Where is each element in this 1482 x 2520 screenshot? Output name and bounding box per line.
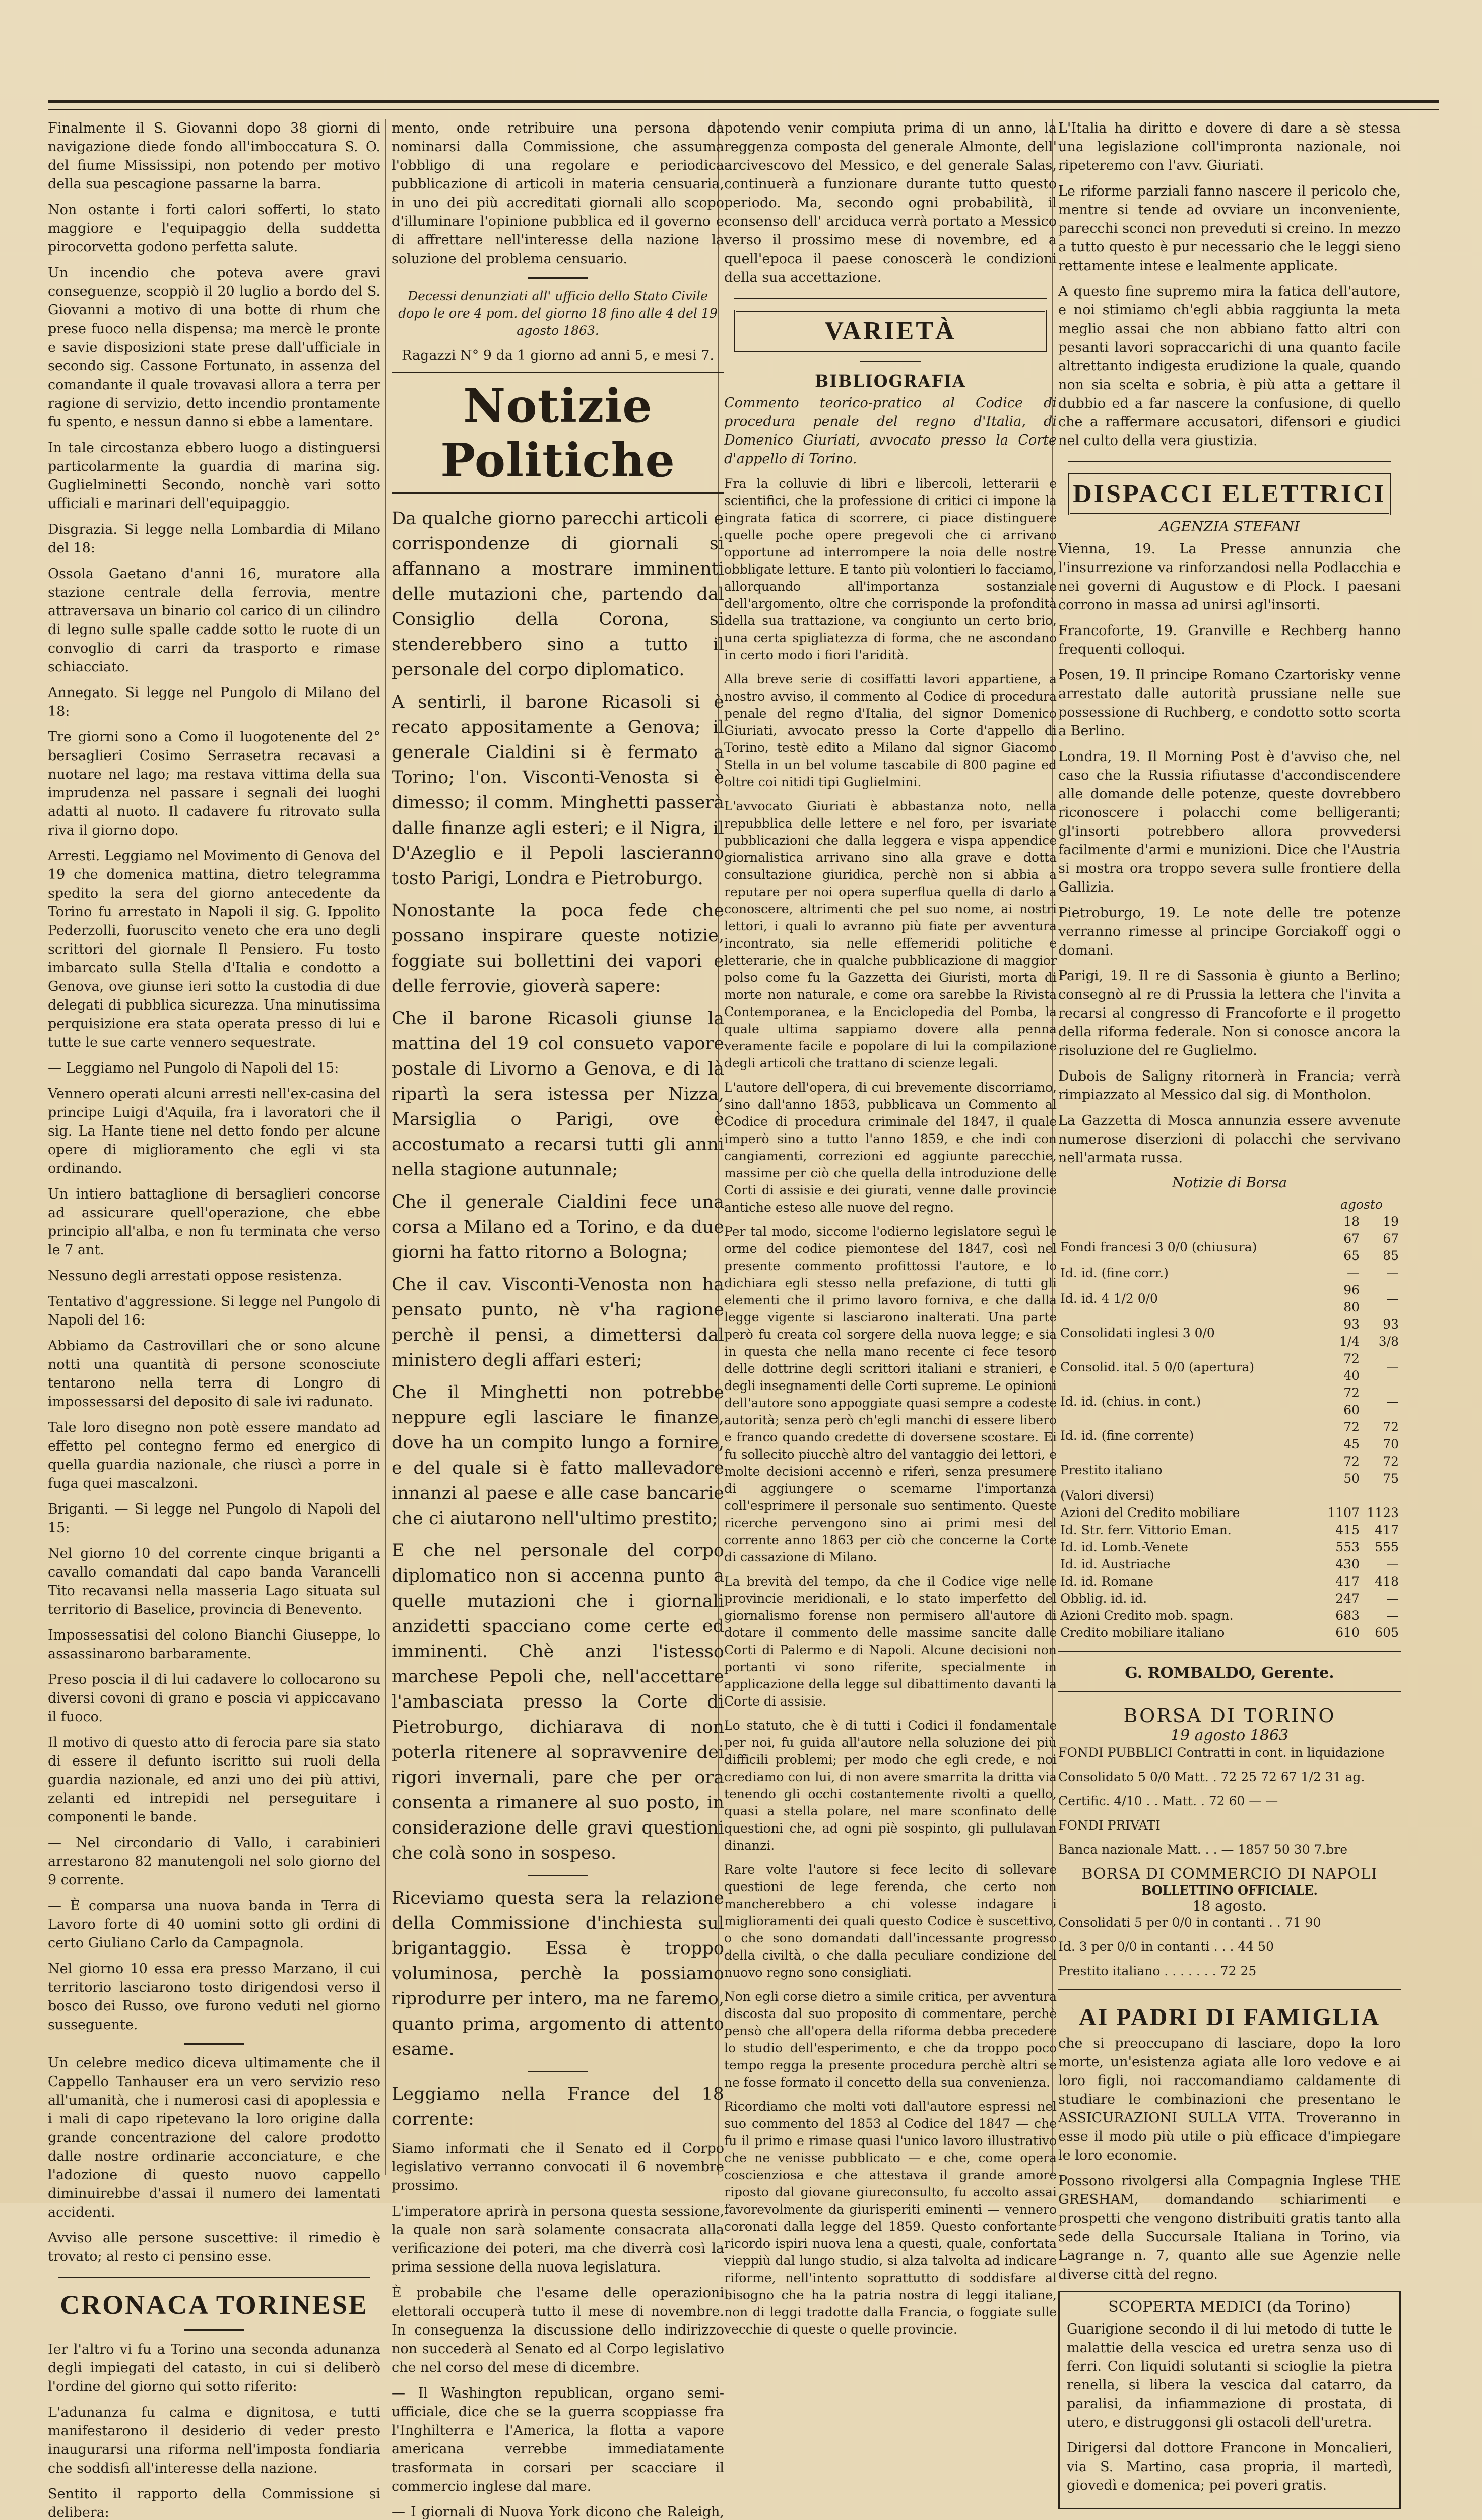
price-cell: 72 50: [1343, 1454, 1360, 1486]
price-cell: 610: [1335, 1625, 1360, 1640]
price-cell: 430: [1335, 1557, 1360, 1571]
paragraph: A questo fine supremo mira la fatica dell'autore, e noi stimiamo ch'egli abbia raggiunta la meta meglio assai che non abbiano fatto altri con pesanti lavori sopraccarichi di una quanto facile altrettanto indigesta erudizione la quale, quando non sia scelta e sobria, è più atta a gettare il dubbio ed a far nascere la confusione, di quello che a raffermare accusatori, difensori e giudici nel culto della vera giustizia.: [1058, 284, 1401, 449]
paragraph: Ricordiamo che molti voti dall'autore espressi nel suo commento del 1853 al Codice del 1847 — che fu il primo e rimase quasi l'unico lavoro illustrativo che ne venisse pubblicato — e che, come opera coscienziosa e che attestava il grande amore riposto dal giovane giureconsulto, fu accolto assai favorevolmente da giurisperiti eminenti — vennero coronati dalla legge del 1859. Questo confortante ricordo ispiri nuova lena a questi, quale, confortata vieppiù dal lungo studio, si alza talvolta ad indicare riforme, nell'intento soprattutto di soddisfare al bisogno che ha la patria nostra di leggi italiane, non di leggi tradotte dalla Francia, o foggiate sulle vecchie di queste o quelle provincie.: [724, 2099, 1057, 2337]
bourse-line: Prestito italiano . . . . . . . 72 25: [1058, 1964, 1257, 1978]
paragraph: Annegato. Si legge nel Pungolo di Milano del 18:: [48, 685, 380, 719]
paragraph: Alla breve serie di cosiffatti lavori appartiene, a nostro avviso, il commento al Codice di procedura penale del regno d'Italia, del signor Domenico Giuriati, avvocato presso la Corte d'appello di Torino, testè edito a Milano dal signor Giacomo Stella in un bel volume tascabile di 800 pagine ed oltre coi nitidi tipi Guglielmini.: [724, 672, 1057, 789]
column-1: [48, 119, 380, 2520]
paragraph: La brevità del tempo, da che il Codice vige nelle provincie meridionali, e lo stato imperfetto del giornalismo forense non permisero all'autore di dotare il commento delle massime sancite dalle Corti di Palermo e di Napoli. Alcune decisioni non portanti vi sono riferite, specialmente in applicazione della legge sul dibattimento davanti la Corte di assisie.: [724, 1574, 1057, 1709]
editor-signature: G. ROMBALDO, Gerente.: [1125, 1664, 1334, 1682]
separator: [528, 2071, 588, 2072]
paragraph: — È comparsa una nuova banda in Terra di Lavoro forte di 40 uomini sotto gli ordini di certo Giuliano Carlo da Campagnola.: [48, 1898, 380, 1951]
paragraph: E che nel personale del corpo diplomatico non si accenna punto a quelle mutazioni che i giornali anzidetti spacciano come certe ed imminenti. Chè anzi l'istesso marchese Pepoli che, nell'accettare l'ambasciata presso la Corte di Pietroburgo, dichiarava di non poterla ritenere al sopravvenire dei rigori invernali, pare che per ora consenta a rimanere al suo posto, in considerazione delle gravi questioni che colà sono in sospeso.: [392, 1541, 724, 1863]
separator: [1058, 1989, 1401, 1993]
column-2: [392, 119, 724, 2520]
dispatch: Londra, 19. Il Morning Post è d'avviso che, nel caso che la Russia rifiutasse d'accondiscendere alle domande delle potenze, queste dovrebbero riconoscere i polacchi come belligeranti; gl'insorti potrebbero allora provvedersi facilmente d'armi e munizioni. Dice che l'Austria si mostra ora troppo severa sulle frontiere della Gallizia.: [1058, 749, 1401, 895]
column-4: [1058, 119, 1401, 2493]
price-cell: 555: [1375, 1540, 1399, 1554]
naples-bourse-date: 18 agosto.: [1192, 1898, 1267, 1914]
dispatch: Parigi, 19. Il re di Sassonia è giunto a Berlino; consegnò al re di Prussia la lettera che l'invita a recarsi al congresso di Francoforte e il progetto della riforma federale. Non si conosce ancora la risoluzione del re Guglielmo.: [1058, 968, 1401, 1058]
paragraph: A sentirli, il barone Ricasoli si è recato appositamente a Genova; il generale Cialdini si è fermato a Torino; l'on. Visconti-Venosta si è dimesso; il comm. Minghetti passerà dalle finanze agli esteri; e il Nigra, il D'Azeglio e il Pepoli lascieranno tosto Parigi, Londra e Pietroburgo.: [392, 692, 724, 889]
price-cell: 93 3/8: [1378, 1317, 1399, 1349]
paragraph: Tre giorni sono a Como il luogotenente del 2° bersaglieri Cosimo Serrasetra recavasi a nuotare nel lago; ma restava vittima della sua imprudenza nel passare i segnali dei luoghi adatti al nuoto. Il cadavere fu ritrovato sulla riva il giorno dopo.: [48, 729, 380, 838]
separator: [184, 2043, 244, 2045]
section-masthead: Notizie Politiche: [392, 372, 724, 494]
price-cell: 605: [1375, 1625, 1399, 1640]
paragraph: — Leggiamo nel Pungolo di Napoli del 15:: [48, 1060, 339, 1076]
security-name: Id. id. (fine corr.): [1060, 1266, 1169, 1280]
price-cell: 67 85: [1383, 1231, 1399, 1263]
table-row: [1058, 1487, 1401, 1504]
price-cell: —: [1386, 1557, 1399, 1571]
price-cell: 417: [1335, 1574, 1360, 1589]
paragraph: Da qualche giorno parecchi articoli e corrispondenze di giornali si affannano a mostrare imminenti delle mutazioni che, partendo dal Consiglio della Corona, si stenderebbero sino a tutto il personale del corpo diplomatico.: [392, 509, 724, 680]
paragraph: Non egli corse dietro a simile critica, per avventura discosta dal suo proposito di commentare, perchè pensò che all'opera della riforma debba precedere lo studio dell'esperimento, e che da troppo poco tempo regga la presente procedura perchè altri se ne fosse formato il concetto della sua convenienza.: [724, 1989, 1057, 2090]
paragraph: Per tal modo, siccome l'odierno legislatore seguì le orme del codice piemontese del 1847, così nel presente commento profittossi l'autore, e lo dichiara egli stesso nella prefazione, di tutti gli elementi che il primo lavoro forniva, e che dalla legge vigente si lasciarono inalterati. Una parte però fu creata col sorgere della nuova legge; e sia in questa che nella mano recente ci fece tesoro delle dottrine degli scrittori italiani e stranieri, e degli insegnamenti delle Corti supreme. Le opinioni dell'autore sono appoggiate quasi sempre a codeste autorità; senza però ch'egli manchi di essere libero e franco quando credette di doversene scostare. Ei fu sollecito piucchè altro del vantaggio dei lettori, e molte decisioni accennò e riferì, senza presumere di aggiungere o scemarne l'importanza coll'esprimere il personale suo sentimento. Queste ricerche pervengono sino ai primi mesi del corrente anno 1863 per ciò che concerne la Corte di cassazione di Milano.: [724, 1224, 1057, 1564]
paragraph: Disgrazia. Si legge nella Lombardia di Milano del 18:: [48, 522, 380, 556]
dispatch: Dubois de Saligny ritornerà in Francia; verrà rimpiazzato al Messico dal sig. di Montholon.: [1058, 1068, 1401, 1103]
price-cell: —: [1386, 1360, 1399, 1374]
paragraph: Sentito il rapporto della Commissione si delibera:: [48, 2486, 380, 2520]
paragraph: Nel giorno 10 essa era presso Marzano, il cui territorio lasciarono tosto dirigendosi verso il bosco dei Russo, ove furono veduti nel giorno susseguente.: [48, 1961, 380, 2033]
table-row: [1058, 1607, 1401, 1624]
security-name: Azioni del Credito mobiliare: [1060, 1505, 1240, 1520]
paragraph: L'Italia ha diritto e dovere di dare a sè stessa una legislazione coll'impronta nazionale, noi ripeteremo con l'avv. Giuriati.: [1058, 120, 1401, 173]
ad-title: AI PADRI DI FAMIGLIA: [1078, 2004, 1381, 2031]
price-cell: 72 45: [1343, 1420, 1360, 1452]
separator: [1058, 1691, 1401, 1695]
separator: [58, 2277, 370, 2278]
price-cell: 415: [1335, 1523, 1360, 1537]
table-row: [1058, 1419, 1401, 1453]
paragraph: — I giornali di Nuova York dicono che Raleigh,: [392, 2504, 724, 2520]
security-name: Id. Str. ferr. Vittorio Eman.: [1060, 1523, 1232, 1537]
price-cell: 67 65: [1343, 1231, 1360, 1263]
column-3: [724, 119, 1057, 2337]
dispatch: Pietroburgo, 19. Le note delle tre potenze verranno rimesse al principe Gorciakoff oggi o domani.: [1058, 905, 1401, 958]
subsection-title: BIBLIOGRAFIA: [815, 371, 966, 391]
security-name: Obblig. id. id.: [1060, 1591, 1147, 1606]
dispatch: Posen, 19. Il principe Romano Czartorisky venne arrestato dalle autorità prussiane nelle sue possessione di Ruchberg, e condotto sotto scorta a Berlino.: [1058, 667, 1401, 739]
security-name: Consolidati inglesi 3 0/0: [1060, 1326, 1215, 1340]
paragraph: mento, onde retribuire una persona da nominarsi dalla Commissione, che assuma l'obbligo di una regolare e periodica pubblicazione di articoli in materia censuaria, in uno dei più accreditati giornali allo scopo d'illuminare l'opinione pubblica ed il governo e di affrettare nell'interesse della nazione la soluzione del problema censuario.: [392, 120, 724, 267]
turin-bourse-date: 19 agosto 1863: [1170, 1727, 1289, 1744]
paragraph: Impossessatisi del colono Bianchi Giuseppe, lo assassinarono barbaramente.: [48, 1627, 380, 1662]
table-row: [1058, 1590, 1401, 1607]
security-name: Azioni Credito mob. spagn.: [1060, 1608, 1234, 1623]
security-name: Id. id. 4 1/2 0/0: [1060, 1291, 1158, 1306]
section-title: VARIETÀ: [734, 310, 1047, 352]
ad-title: SCOPERTA MEDICI (da Torino): [1108, 2298, 1351, 2316]
paragraph: Non ostante i forti calori sofferti, lo stato maggiore e l'equipaggio della suddetta pirocorvetta godono perfetta salute.: [48, 202, 380, 255]
security-name: (Valori diversi): [1060, 1488, 1154, 1503]
bourse-table: [1058, 1196, 1401, 1642]
official-bulletin: BOLLETTINO OFFICIALE.: [1141, 1883, 1318, 1898]
paragraph: Abbiamo da Castrovillari che or sono alcune notti una quantità di persone sconosciute tentarono nella terra di Longro di impossessarsi del deposito di sale ivi radunato.: [48, 1338, 380, 1410]
bourse-line: Certific. 4/10 . . Matt. . 72 60 — —: [1058, 1794, 1278, 1808]
table-row: [1058, 1539, 1401, 1556]
paragraph: Vennero operati alcuni arresti nell'ex-casina del principe Luigi d'Aquila, fra i lavoratori che il sig. La Hante tiene nel detto fondo per alcune opere di miglioramento che egli vi sta ordinando.: [48, 1086, 380, 1176]
price-cell: —: [1347, 1266, 1360, 1280]
paragraph: Arresti. Leggiamo nel Movimento di Genova del 19 che domenica mattina, dietro telegramma spedito la sera del giorno antecedente da Torino fu arrestato in Napoli il sig. G. Ippolito Pederzolli, fuoruscito veneto che era uno degli scrittori del giornale Il Pensiero. Fu tosto imbarcato sulla Stella d'Italia e condotto a Genova, ove giunse ieri sotto la custodia di due delegati di pubblica sicurezza. Una minutissima perquisizione era stata operata presso di lui e tutte le sue carte vennero sequestrate.: [48, 848, 380, 1050]
paragraph: Un incendio che poteva avere gravi conseguenze, scoppiò il 20 luglio a bordo del S. Giovanni a motivo di una botte di rhum che prese fuoco nella dispensa; ma mercè le pronte e savie disposizioni state prese dall'ufficiale in secondo sig. Cassone Fortunato, in assenza del comandante il quale trovavasi allora a terra per ragione di servizio, detto incendio prontamente fu spento, e nessun danno si ebbe a lamentare.: [48, 265, 380, 430]
table-row: [1058, 1504, 1401, 1522]
day-header: 18: [1343, 1214, 1360, 1229]
top-rule: [48, 100, 1439, 110]
price-cell: [1322, 1487, 1362, 1504]
ad-text: Possono rivolgersi alla Compagnia Inglese THE GRESHAM, domandando schiarimenti e prospetti che vengono distribuiti gratis tanto alla sede della Succursale Italiana in Torino, via Lagrange n. 7, quanto alle sue Agenzie nelle diverse città del regno.: [1058, 2173, 1401, 2282]
paragraph: Siamo informati che il Senato ed il Corpo legislativo verranno convocati il 6 novembre prossimo.: [392, 2140, 724, 2193]
table-row: [1058, 1624, 1401, 1642]
column-divider: [385, 119, 386, 2175]
separator: [184, 2329, 244, 2331]
medical-ad: [1058, 2291, 1401, 2509]
paragraph: Che il Minghetti non potrebbe neppure egli lasciare le finanze, dove ha un compito lungo a fornire, e del quale si è fatto mallevadore innanzi al paese e alle case bancarie che ci aiutarono nell'ultimo prestito;: [392, 1382, 724, 1529]
security-name: Consolid. ital. 5 0/0 (apertura): [1060, 1360, 1255, 1374]
paragraph: Nessuno degli arrestati oppose resistenza.: [48, 1268, 342, 1284]
paragraph: Che il cav. Visconti-Venosta non ha pensato punto, nè v'ha ragione perchè il pensi, a dimettersi dal ministero degli affari esteri;: [392, 1275, 724, 1370]
paragraph: Tale loro disegno non potè essere mandato ad effetto pel contegno fermo ed energico di quella guardia nazionale, che riuscì a porre in fuga quei mascalzoni.: [48, 1420, 380, 1491]
paragraph: Ossola Gaetano d'anni 16, muratore alla stazione centrale della ferrovia, mentre attraversava un binario col carico di un cilindro di legno sulle spalle cadde sotto le ruote di un convoglio di carri da trasporto e rimase schiacciato.: [48, 566, 380, 675]
paragraph: In tale circostanza ebbero luogo a distinguersi particolarmente la guardia di marina sig. Guglielminetti Secondo, nonchè vari sotto ufficiali e marinari dell'equipaggio.: [48, 440, 380, 512]
price-cell: 72 40: [1343, 1351, 1360, 1383]
price-cell: 1123: [1367, 1505, 1399, 1520]
price-cell: 247: [1335, 1591, 1360, 1606]
table-row: [1058, 1282, 1401, 1316]
price-cell: 417: [1375, 1523, 1399, 1537]
table-row: [1058, 1384, 1401, 1419]
review-body: [724, 475, 1057, 2338]
paragraph: L'avvocato Giuriati è abbastanza noto, nella repubblica delle lettere e nel foro, per isvariate pubblicazioni che dalla leggera e vispa appendice giornalistica arrivano sino alla grave e dotta consultazione giuridica, perchè non si abbia a reputare per noi opera superflua quella di darlo a conoscere, altrimenti che pel suo nome, ai nostri lettori, i quali lo avranno più fiate per avventura incontrato, sia nelle effemeridi politiche e letterarie, che in qualche pubblicazione di maggior polso come fu la Gazzetta dei Giuristi, morta di morte non naturale, e come ora sarebbe la Rivista Contemporanea, e la Enciclopedia del Pomba, la quale ultima sappiamo dovere alla penna veramente facile e popolare di lui la compilazione degli articoli che trattano di scienze legali.: [724, 799, 1057, 1070]
paragraph: Fra la colluvie di libri e libercoli, letterarii e scientifici, che la professione di critici ci impone la ingrata fatica di scorrere, ci piace distinguere quelle poche opere pregevoli che ci arrivano opportune ad interrompere la noia delle nostre obbligate letture. E tanto più volontieri lo facciamo, allorquando all'importanza sostanziale dell'argomento, oltre che corrisponde la profondità della sua trattazione, va congiunto un certo brio, una certa spigliatezza di forma, che ne ascondano in certo modo i fiori l'aridità.: [724, 476, 1057, 662]
bourse-line: Id. 3 per 0/0 in contanti . . . 44 50: [1058, 1939, 1274, 1954]
paragraph: Riceviamo questa sera la relazione della Commissione d'inchiesta sul brigantaggio. Essa è troppo voluminosa, perchè la possiamo riprodurre per intero, ma ne faremo, quanto prima, argomento di attento esame.: [392, 1888, 724, 2059]
paragraph: Leggiamo nella France del 18 corrente:: [392, 2084, 724, 2129]
separator: [1068, 461, 1390, 462]
table-header: [1058, 1196, 1401, 1213]
paragraph: Il motivo di questo atto di ferocia pare sia stato di essere il defunto iscritto sui ruoli della guardia nazionale, ed anzi uno dei più attivi, zelanti ed intrepidi nel perseguitare i componenti le bande.: [48, 1735, 380, 1825]
paragraph: Un intiero battaglione di bersaglieri concorse ad assicurare quell'operazione, che ebbe principio all'alba, e non fu terminata che verso le 7 ant.: [48, 1186, 380, 1258]
security-name: Credito mobiliare italiano: [1060, 1625, 1225, 1640]
security-name: Id. id. (fine corrente): [1060, 1428, 1194, 1443]
ad-text: Guarigione secondo il di lui metodo di tutte le malattie della vescica ed uretra senza uso di ferri. Con liquidi solutanti si scioglie la pietra renella, si libera la vescica dal catarro, da paralisi, da infiammazione di prostata, di utero, e distruggonsi gli ostacoli dell'uretra.: [1067, 2321, 1392, 2430]
book-title: Commento teorico-pratico al Codice di procedura penale del regno d'Italia, di Domenico Giuriati, avvocato presso la Corte d'appello di Torino.: [724, 395, 1057, 467]
price-cell: 553: [1335, 1540, 1360, 1554]
political-news: [392, 506, 724, 2132]
month-header: agosto: [1340, 1197, 1383, 1212]
security-name: Id. id. Lomb.-Venete: [1060, 1540, 1188, 1554]
agency-name: AGENZIA STEFANI: [1159, 518, 1300, 535]
bourse-line: Consolidati 5 per 0/0 in contanti . . 71 90: [1058, 1915, 1321, 1930]
bourse-line: Consolidato 5 0/0 Matt. . 72 25 72 67 1/2 31 ag.: [1058, 1770, 1365, 1784]
paragraph: Le riforme parziali fanno nascere il pericolo che, mentre si tende ad ovviare un inconveniente, parecchi sconci non preveduti si creino. In mezzo a tutto questo è pur necessario che le leggi sieno rettamente intese e lealmente applicate.: [1058, 183, 1401, 274]
naples-bourse-title: BORSA DI COMMERCIO DI NAPOLI: [1081, 1865, 1378, 1883]
paragraph: Finalmente il S. Giovanni dopo 38 giorni di navigazione diede fondo all'imboccatura S. O. del fiume Mississipi, non potendo per motivo della sua pescagione passarne la barra.: [48, 120, 380, 192]
table-row: [1058, 1522, 1401, 1539]
price-cell: 96 80: [1343, 1283, 1360, 1314]
price-cell: 72 60: [1343, 1385, 1360, 1417]
paragraph: Che il barone Ricasoli giunse la mattina del 19 col consueto vapore postale di Livorno a Genova, e di là ripartì la sera istessa per Nizza, Marsiglia o Parigi, ove è accostumato a recarsi tutti gli anni nella stagione autunnale;: [392, 1009, 724, 1180]
paragraph: Tentativo d'aggressione. Si legge nel Pungolo di Napoli del 16:: [48, 1294, 380, 1328]
paragraph: Preso poscia il di lui cadavere lo collocarono su diversi covoni di grano e poscia vi appiccavano il fuoco.: [48, 1672, 380, 1725]
table-row: [1058, 1453, 1401, 1487]
paragraph: Ier l'altro vi fu a Torino una seconda adunanza degli impiegati del catasto, in cui si deliberò l'ordine del giorno qui sotto riferito:: [48, 2342, 380, 2395]
paragraph: L'adunanza fu calma e dignitosa, e tutti manifestarono il desiderio di veder presto inaugurarsi una riforma nell'imposta fondiaria che soddisfi all'interesse della nazione.: [48, 2405, 380, 2476]
price-cell: —: [1386, 1291, 1399, 1306]
deaths-notice: Decessi denunziati all' ufficio dello Stato Civile dopo le ore 4 pom. del giorno 18 fino alle 4 del 19 agosto 1863.: [398, 289, 718, 338]
security-name: Id. id. (chius. in cont.): [1060, 1394, 1201, 1409]
bourse-line: FONDI PRIVATI: [1058, 1818, 1161, 1833]
price-cell: —: [1386, 1591, 1399, 1606]
separator: [528, 277, 588, 279]
price-cell: [1362, 1487, 1401, 1504]
bourse-line: FONDI PUBBLICI Contratti in cont. in liquidazione: [1058, 1745, 1385, 1760]
paragraph: Briganti. — Si legge nel Pungolo di Napoli del 15:: [48, 1501, 380, 1536]
ad-text: che si preoccupano di lasciare, dopo la loro morte, un'esistenza agiata alle loro vedove e ai loro figli, noi raccomandiamo caldamente di studiare le combinazioni che presentano le ASSICURAZIONI SULLA VITA. Troveranno in esse il modo più utile o più efficace d'impiegare le loro economie.: [1058, 2036, 1401, 2163]
day-header: 19: [1383, 1214, 1399, 1229]
dispatch: Vienna, 19. La Presse annunzia che l'insurrezione va rinforzandosi nella Podlacchia e nei governi di Augustow e di Plock. I paesani corrono in massa ad unirsi agl'insorti.: [1058, 541, 1401, 613]
price-cell: 1107: [1327, 1505, 1360, 1520]
security-name: Id. id. Austriache: [1060, 1557, 1171, 1571]
table-row: [1058, 1350, 1401, 1384]
price-cell: —: [1386, 1266, 1399, 1280]
price-cell: 683: [1335, 1608, 1360, 1623]
paragraph: È probabile che l'esame delle operazioni elettorali occuperà tutto il mese di novembre. In conseguenza la discussione dello indirizzo non succederà al Senato ed al Corpo legislativo che nel corso del mese di dicembre.: [392, 2285, 724, 2375]
separator: [528, 1875, 588, 1876]
paragraph: — Il Washington republican, organo semi-ufficiale, dice che se la guerra scoppiasse fra l'Inghilterra e l'America, la flotta a vapore americana verrebbe immediatamente trasformata in corsari per scacciare il commercio inglese dal mare.: [392, 2385, 724, 2494]
price-cell: 418: [1375, 1574, 1399, 1589]
section-title: DISPACCI ELETTRICI: [1068, 473, 1391, 515]
security-name: Id. id. Romane: [1060, 1574, 1154, 1589]
turin-bourse-title: BORSA DI TORINO: [1123, 1705, 1336, 1727]
paragraph: Nonostante la poca fede che possano inspirare queste notizie, foggiate sui bollettini dei vapori e delle ferrovie, gioverà sapere:: [392, 901, 724, 996]
paragraph: L'autore dell'opera, di cui brevemente discorriamo, sino dall'anno 1853, pubblicava un Commento al Codice di procedura criminale del 1847, il quale imperò sino a tutto l'anno 1859, e che indi con cangiamenti, correzioni ed aggiunte parecchie, massime per ciò che quella della introduzione delle Corti di assisie e dei giurati, venne dalle provincie antiche esteso alle nuove del regno.: [724, 1080, 1057, 1215]
table-row: [1058, 1265, 1401, 1282]
price-cell: 72 70: [1383, 1420, 1399, 1452]
bourse-title: Notizie di Borsa: [1172, 1174, 1287, 1191]
security-name: Prestito italiano: [1060, 1463, 1163, 1477]
dispatch: La Gazzetta di Mosca annunzia essere avvenute numerose diserzioni di polacchi che servivano nell'armata russa.: [1058, 1113, 1401, 1166]
paragraph: — Nel circondario di Vallo, i carabinieri arrestarono 82 manutengoli nel solo giorno del 9 corrente.: [48, 1835, 380, 1888]
separator: [734, 298, 1047, 299]
security-name: Fondi francesi 3 0/0 (chiusura): [1060, 1240, 1257, 1254]
bourse-line: Banca nazionale Matt. . . — 1857 50 30 7.bre: [1058, 1842, 1348, 1857]
paragraph: L'imperatore aprirà in persona questa sessione, la quale non sarà solamente consacrata alla verificazione dei poteri, ma che diverrà così la prima sessione della nuova legislatura.: [392, 2203, 724, 2275]
paragraph: Un celebre medico diceva ultimamente che il Cappello Tanhauser era un vero servizio reso all'umanità, che i numerosi casi di apoplessia e i mali di capo ripetevano la loro origine dalla grande concentrazione del calore prodotto dalle nostre ordinarie acconciature, e che l'adozione di questo nuovo cappello diminuirebbe d'assai il numero dei lamentati accidenti.: [48, 2055, 380, 2220]
table-row: [1058, 1230, 1401, 1265]
paragraph: Lo statuto, che è di tutti i Codici il fondamentale per noi, fu guida all'autore nella soluzione dei più difficili problemi; per modo che egli crede, e noi crediamo con lui, di non avere smarrita la dritta via tenendo gli occhi costantemente rivolti a quello, quasi a stella polare, nel mare sconfinato delle questioni che, ad ogni piè sospinto, gli pullulavan dinanzi.: [724, 1718, 1057, 1853]
price-cell: 72 75: [1383, 1454, 1399, 1486]
paragraph: Nel giorno 10 del corrente cinque briganti a cavallo comandati dal capo banda Varancelli Tito recavansi nella masseria Lago situata sul territorio di Baselice, provincia di Benevento.: [48, 1546, 380, 1617]
dispatch: Francoforte, 19. Granville e Rechberg hanno frequenti colloqui.: [1058, 623, 1401, 657]
table-header: [1058, 1213, 1401, 1230]
section-title: CRONACA TORINESE: [60, 2290, 368, 2320]
table-row: [1058, 1556, 1401, 1573]
paragraph: potendo venir compiuta prima di un anno, la reggenza composta del generale Almonte, dell' arcivescovo del Messico, e del generale Salas, continuerà a funzionare durante tutto questo periodo. Ma, secondo ogni probabilità, il consenso dell' arciduca verrà portato a Messico verso il prossimo mese di novembre, ed a quell'epoca il paese conoscerà le condizioni della sua accettazione.: [724, 120, 1057, 285]
price-cell: —: [1386, 1608, 1399, 1623]
ad-text: Dirigersi dal dottore Francone in Moncalieri, via S. Martino, casa propria, il martedì, giovedì e domenica; pei poveri gratis.: [1067, 2440, 1392, 2493]
table-row: [1058, 1573, 1401, 1590]
separator: [1058, 1651, 1401, 1655]
price-cell: 93 1/4: [1339, 1317, 1360, 1349]
price-cell: —: [1386, 1394, 1399, 1409]
table-row: [1058, 1316, 1401, 1350]
bourse-rows: [1058, 1230, 1401, 1642]
deaths-count: Ragazzi N° 9 da 1 giorno ad anni 5, e mesi 7.: [402, 348, 714, 363]
paragraph: Rare volte l'autore si fece lecito di sollevare questioni de lege ferenda, che certo non mancherebbero a chi volesse indagare i miglioramenti dei quali questo Codice è suscettivo, o che sono domandati dall'incessante progresso della civiltà, o che dalla peculiare condizione del nuovo regno sono consigliati.: [724, 1862, 1057, 1980]
separator: [860, 361, 921, 362]
paragraph: Avviso alle persone suscettive: il rimedio è trovato; al resto ci pensino esse.: [48, 2230, 380, 2264]
paragraph: Che il generale Cialdini fece una corsa a Milano ed a Torino, e da due giorni ha fatto ritorno a Bologna;: [392, 1192, 724, 1263]
